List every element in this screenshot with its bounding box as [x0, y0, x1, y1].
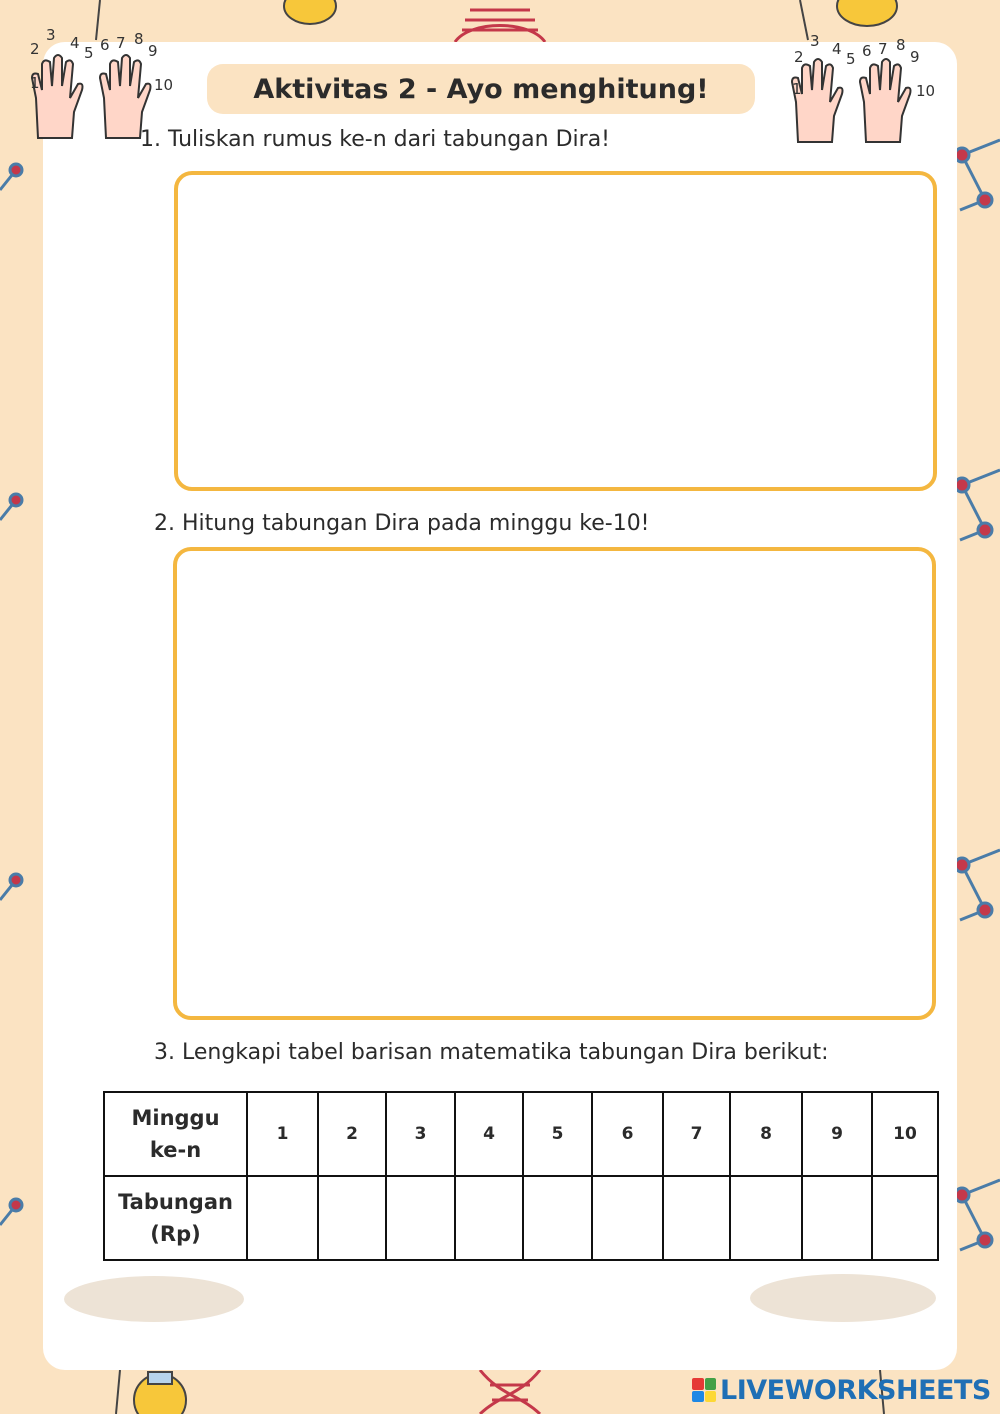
svg-text:2: 2	[794, 48, 804, 66]
week-cell: 8	[730, 1092, 802, 1176]
svg-text:3: 3	[810, 32, 820, 50]
counting-hands-icon	[788, 32, 938, 150]
answer-box-1[interactable]	[174, 171, 937, 491]
savings-input-cell[interactable]	[247, 1176, 318, 1260]
savings-header-cell	[104, 1176, 247, 1260]
svg-text:1: 1	[30, 74, 40, 92]
savings-input-cell[interactable]	[523, 1176, 592, 1260]
savings-input-cell[interactable]	[730, 1176, 802, 1260]
savings-input-cell[interactable]	[318, 1176, 386, 1260]
liveworksheets-logo	[692, 1374, 991, 1406]
table-row-weeks	[104, 1092, 938, 1176]
svg-text:5: 5	[846, 50, 856, 68]
svg-text:3: 3	[46, 28, 56, 44]
decorative-oval	[64, 1276, 244, 1322]
week-cell: 5	[523, 1092, 592, 1176]
svg-text:7: 7	[116, 34, 126, 52]
savings-input-cell[interactable]	[592, 1176, 663, 1260]
question-2: 2. Hitung tabungan Dira pada minggu ke-10!	[154, 511, 650, 536]
svg-text:6: 6	[862, 42, 872, 60]
answer-box-2[interactable]	[173, 547, 936, 1020]
week-header-cell	[104, 1092, 247, 1176]
activity-title	[207, 64, 755, 114]
dna-icon	[455, 10, 545, 42]
week-cell: 3	[386, 1092, 455, 1176]
svg-text:4: 4	[70, 34, 80, 52]
week-header-line-2: ke-n	[149, 1138, 202, 1162]
week-header-line-1: Minggu	[131, 1106, 220, 1130]
question-3: 3. Lengkapi tabel barisan matematika tabungan Dira berikut:	[154, 1040, 829, 1065]
svg-text:10: 10	[154, 76, 174, 94]
dna-icon	[480, 1370, 540, 1414]
week-cell: 4	[455, 1092, 523, 1176]
svg-text:4: 4	[832, 40, 842, 58]
liveworksheets-logo-text: LIVEWORKSHEETS	[720, 1374, 991, 1406]
svg-text:10: 10	[916, 82, 936, 100]
svg-text:8: 8	[134, 30, 144, 48]
molecule-icon	[0, 164, 22, 1225]
savings-input-cell[interactable]	[455, 1176, 523, 1260]
svg-text:7: 7	[878, 40, 888, 58]
week-cell: 10	[872, 1092, 938, 1176]
decorative-oval	[750, 1274, 936, 1322]
svg-text:9: 9	[910, 48, 920, 66]
svg-text:2: 2	[30, 40, 40, 58]
svg-text:1: 1	[792, 80, 802, 98]
molecule-icon	[955, 140, 1000, 1250]
savings-input-cell[interactable]	[663, 1176, 730, 1260]
savings-input-cell[interactable]	[872, 1176, 938, 1260]
svg-text:9: 9	[148, 42, 158, 60]
savings-input-cell[interactable]	[802, 1176, 872, 1260]
week-cell: 9	[802, 1092, 872, 1176]
svg-text:8: 8	[896, 36, 906, 54]
week-cell: 7	[663, 1092, 730, 1176]
savings-input-cell[interactable]	[386, 1176, 455, 1260]
week-cell: 2	[318, 1092, 386, 1176]
svg-text:6: 6	[100, 36, 110, 54]
savings-header-line-1: Tabungan	[118, 1190, 233, 1214]
question-1: 1. Tuliskan rumus ke-n dari tabungan Dira!	[140, 127, 611, 152]
week-cell: 1	[247, 1092, 318, 1176]
savings-header-line-2: (Rp)	[150, 1222, 201, 1246]
sequence-table	[103, 1091, 939, 1261]
activity-title-text: Aktivitas 2 - Ayo menghitung!	[253, 73, 709, 105]
table-row-savings	[104, 1176, 938, 1260]
liveworksheets-logo-icon	[692, 1378, 716, 1402]
svg-text:5: 5	[84, 44, 94, 62]
week-cell: 6	[592, 1092, 663, 1176]
